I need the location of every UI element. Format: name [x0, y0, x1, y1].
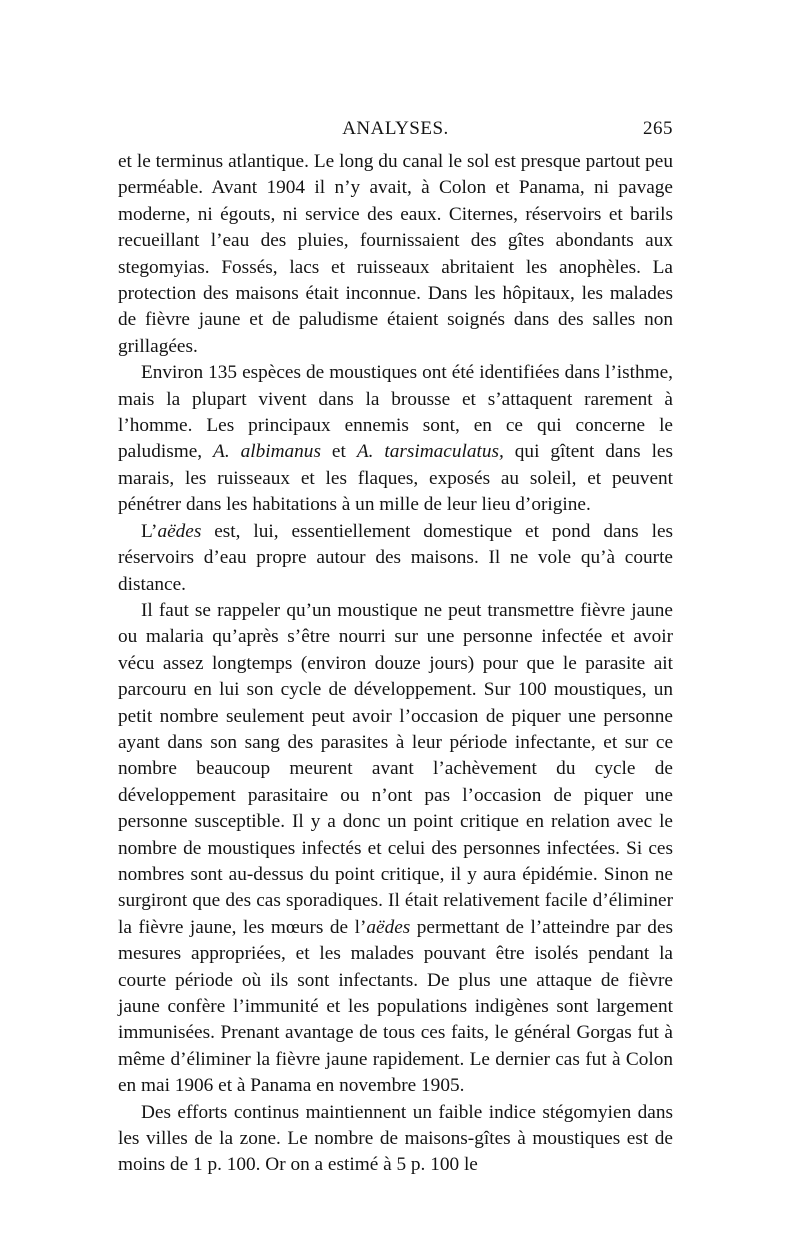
- paragraph-2: Environ 135 espèces de moustiques ont été identifiées dans l’isthme, mais la plupart vivent dans la brousse et s’attaquent rarement à l’homme. Les principaux ennemis sont, en ce qui concerne le paludisme, A. albimanus et A. tarsimaculatus, qui gîtent dans les marais, les ruisseaux et les flaques, exposés au soleil, et peuvent pénétrer dans les habitations à un mille de leur lieu d’origine.: [118, 362, 673, 516]
- paragraph-3: L’aëdes est, lui, essentiellement domestique et pond dans les réservoirs d’eau propre autour des maisons. Il ne vole qu’à courte distance.: [118, 520, 673, 595]
- genus-name-aedes: aëdes: [157, 520, 202, 542]
- species-name-albimanus: A. albimanus: [213, 441, 321, 463]
- running-head: ANALYSES.: [342, 118, 449, 139]
- genus-name-aedes: aëdes: [366, 916, 411, 938]
- species-name-tarsimaculatus: A. tarsimaculatus,: [356, 441, 504, 463]
- paragraph-1: et le terminus atlantique. Le long du canal le sol est presque partout peu perméable. Avant 1904 il n’y avait, à Colon et Panama, ni pavage moderne, ni égouts, ni service des eaux. Citernes, réservoirs et barils recueillant l’eau des pluies, fournissaient des gîtes abondants aux stegomyias. Fossés, lacs et ruisseaux abritaient les anophèles. La protection des maisons était inconnue. Dans les hôpitaux, les malades de fièvre jaune et de paludisme étaient soignés dans des salles non grillagées.: [118, 151, 673, 357]
- page-header: [118, 118, 673, 148]
- page-number: 265: [643, 118, 673, 139]
- body-text: [118, 149, 673, 1179]
- paragraph-5: Des efforts continus maintiennent un faible indice stégomyien dans les villes de la zone. Le nombre de maisons-gîtes à moustiques est de moins de 1 p. 100. Or on a estimé à 5 p. 100 le: [118, 1101, 673, 1176]
- document-page: [118, 118, 673, 1179]
- paragraph-4: Il faut se rappeler qu’un moustique ne peut transmettre fièvre jaune ou malaria qu’après s’être nourri sur une personne infectée et avoir vécu assez longtemps (environ douze jours) pour que le parasite ait parcouru en lui son cycle de développement. Sur 100 moustiques, un petit nombre seulement peut avoir l’occasion de piquer une personne ayant dans son sang des parasites à leur période infectante, et sur ce nombre beaucoup meurent avant l’achèvement du cycle de développement parasitaire ou n’ont pas l’occasion de piquer une personne susceptible. Il y a donc un point critique en relation avec le nombre de moustiques infectés et celui des personnes infectées. Si ces nombres sont au-dessus du point critique, il y aura épidémie. Sinon ne surgiront que des cas sporadiques. Il était relativement facile d’éliminer la fièvre jaune, les mœurs de l’aëdes permettant de l’atteindre par des mesures appropriées, et les malades pouvant être isolés pendant la courte période où ils sont infectants. De plus une attaque de fièvre jaune confère l’immunité et les populations indigènes sont largement immunisées. Prenant avantage de tous ces faits, le général Gorgas fut à même d’éliminer la fièvre jaune rapidement. Le dernier cas fut à Colon en mai 1906 et à Panama en novembre 1905.: [118, 599, 674, 1097]
